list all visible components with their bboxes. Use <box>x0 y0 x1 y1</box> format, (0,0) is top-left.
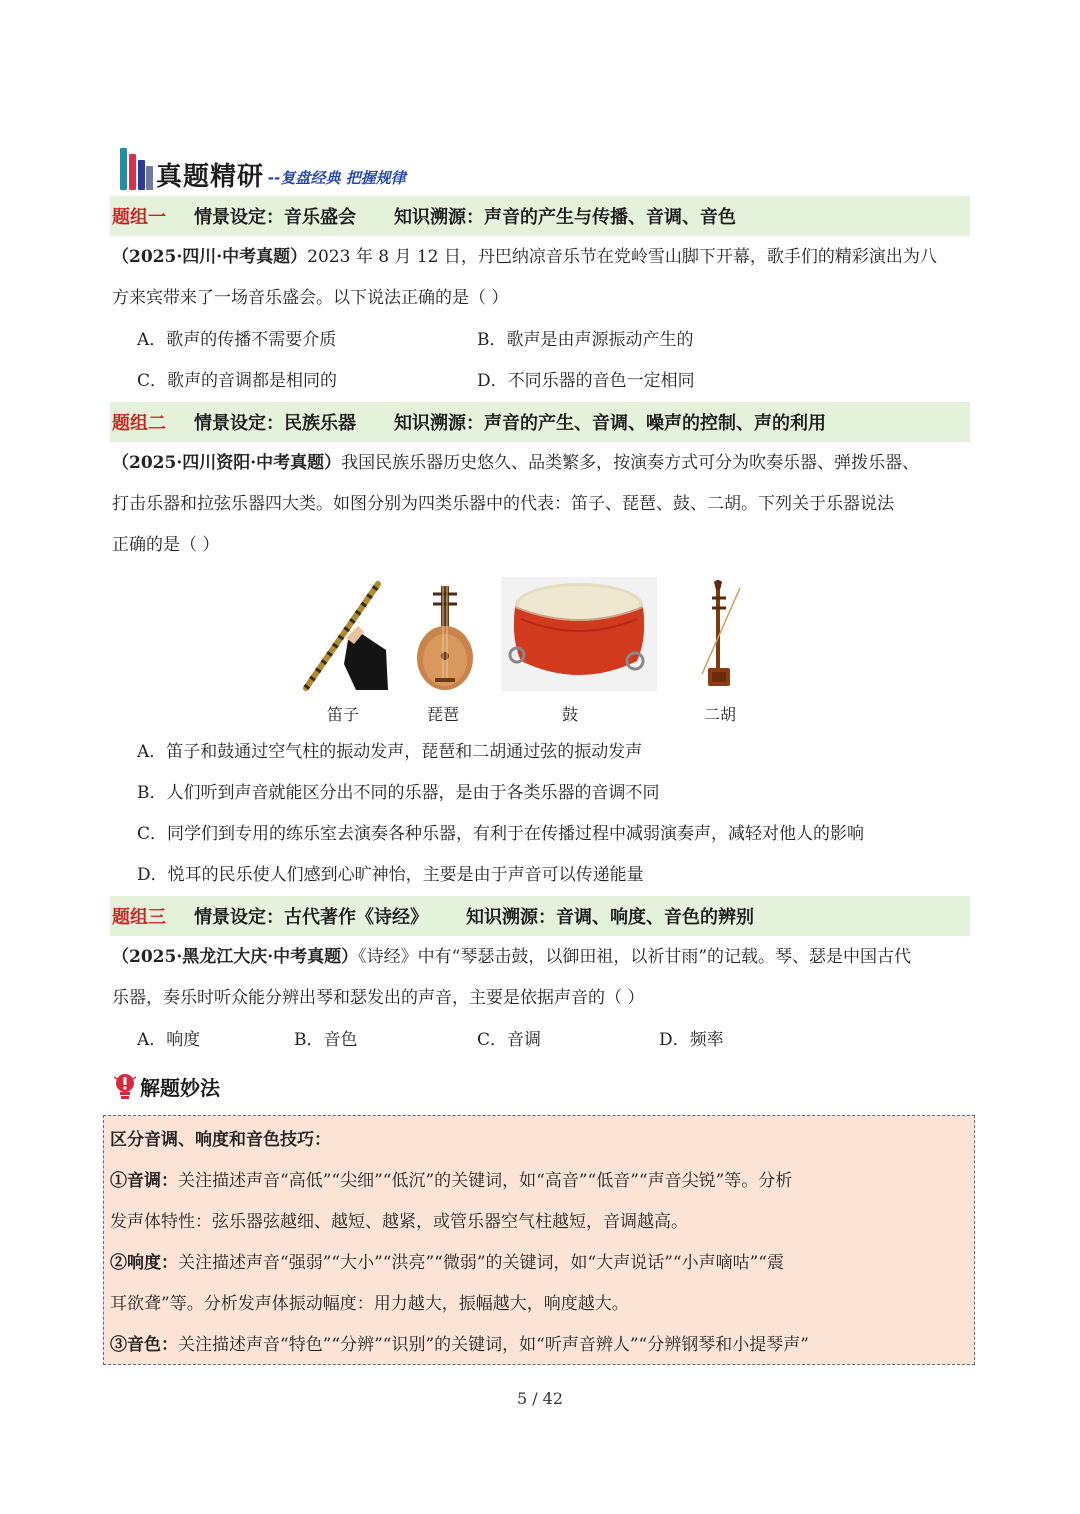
group3-stem-line2: 乐器，奏乐时听众能分辨出琴和瑟发出的声音，主要是依据声音的（ ） <box>112 988 645 1008</box>
group1-option-b: B．歌声是由声源振动产生的 <box>477 330 694 350</box>
tips-title-text: 解题妙法 <box>140 1076 220 1100</box>
group2-option-b: B．人们听到声音就能区分出不同的乐器，是由于各类乐器的音调不同 <box>137 783 660 803</box>
group1-option-d: D．不同乐器的音色一定相同 <box>477 371 695 391</box>
group1-stem-line1: 2023 年 8 月 12 日，丹巴纳凉音乐节在党岭雪山脚下开幕，歌手们的精彩演出为八 <box>307 247 937 267</box>
erhu-label: 二胡 <box>704 705 737 724</box>
group3-option-d: D．频率 <box>659 1030 724 1050</box>
group3-option-c: C．音调 <box>477 1030 542 1050</box>
group2-scene: 情景设定：民族乐器 <box>194 413 356 434</box>
group1-source: （2025·四川·中考真题） <box>112 247 308 267</box>
group1-option-c: C．歌声的音调都是相同的 <box>137 371 338 391</box>
group2-band <box>110 402 970 442</box>
group2-stem-line1: 我国民族乐器历史悠久、品类繁多，按演奏方式可分为吹奏乐器、弹拨乐器、 <box>341 453 920 473</box>
erhu-image <box>690 578 750 692</box>
tips-timbre-label: ③音色： <box>110 1335 178 1355</box>
group2-option-a: A．笛子和鼓通过空气柱的振动发声，琵琶和二胡通过弦的振动发声 <box>137 742 643 762</box>
tips-pitch-label: ①音调： <box>110 1171 178 1191</box>
group3-scene: 情景设定：古代著作《诗经》 <box>194 907 428 928</box>
tips-pitch-line1: ①音调：关注描述声音“高低”“尖细”“低沉”的关键词，如“高音”“低音”“声音尖锐”等。分析 <box>110 1171 793 1191</box>
group3-stem <box>112 937 972 1019</box>
dizi-label: 笛子 <box>327 705 360 724</box>
section-subtitle: --复盘经典 把握规律 <box>268 169 406 187</box>
drum-image <box>501 577 657 691</box>
dizi-flute-image <box>300 578 390 693</box>
group2-stem-line3: 正确的是（ ） <box>112 535 220 555</box>
pipa-label: 琵琶 <box>427 705 460 724</box>
group2-knowledge: 知识溯源：声音的产生、音调、噪声的控制、声的利用 <box>394 413 826 434</box>
section-title: 真题精研 <box>156 162 265 192</box>
tips-loudness-label: ②响度： <box>110 1253 178 1273</box>
group3-label: 题组三 <box>112 907 166 928</box>
group2-stem <box>112 443 972 566</box>
group2-stem-line2: 打击乐器和拉弦乐器四大类。如图分别为四类乐器中的代表：笛子、琵琶、鼓、二胡。下列关于乐器说法 <box>112 494 894 514</box>
group2-option-c: C．同学们到专用的练乐室去演奏各种乐器，有利于在传播过程中减弱演奏声，减轻对他人的影响 <box>137 824 865 844</box>
books-icon <box>120 146 154 190</box>
group3-option-a: A．响度 <box>137 1030 201 1050</box>
lightbulb-icon <box>114 1073 136 1101</box>
group3-band <box>110 896 970 936</box>
group3-source: （2025·黑龙江大庆·中考真题） <box>112 947 359 967</box>
group2-source: （2025·四川资阳·中考真题） <box>112 453 342 473</box>
tips-box <box>103 1115 975 1365</box>
drum-label: 鼓 <box>562 705 579 724</box>
group3-option-b: B．音色 <box>294 1030 358 1050</box>
tips-loudness-line1: ②响度：关注描述声音“强弱”“大小”“洪亮”“微弱”的关键词，如“大声说话”“小声嘀咕”“震 <box>110 1253 784 1273</box>
group1-stem-line2: 方来宾带来了一场音乐盛会。以下说法正确的是（ ） <box>112 288 509 308</box>
group3-knowledge: 知识溯源：音调、响度、音色的辨别 <box>466 907 754 928</box>
page-number: 5 / 42 <box>516 1389 564 1408</box>
section-header <box>120 140 406 190</box>
group2-option-d: D．悦耳的民乐使人们感到心旷神怡，主要是由于声音可以传递能量 <box>137 865 644 885</box>
tips-heading: 区分音调、响度和音色技巧： <box>110 1130 331 1150</box>
tips-title <box>114 1072 220 1101</box>
group1-label: 题组一 <box>112 207 166 228</box>
group1-scene: 情景设定：音乐盛会 <box>194 207 356 228</box>
pipa-image <box>405 578 485 692</box>
group1-option-a: A．歌声的传播不需要介质 <box>137 330 337 350</box>
group1-stem <box>112 237 972 319</box>
tips-timbre-line1: ③音色：关注描述声音“特色”“分辨”“识别”的关键词，如“听声音辨人”“分辨钢琴和小提琴声” <box>110 1335 809 1355</box>
group3-stem-line1: 《诗经》中有“琴瑟击鼓，以御田祖，以祈甘雨”的记载。琴、瑟是中国古代 <box>358 947 912 967</box>
tips-pitch-line2: 发声体特性：弦乐器弦越细、越短、越紧，或管乐器空气柱越短，音调越高。 <box>110 1212 688 1232</box>
tips-loudness-line2: 耳欲聋”等。分析发声体振动幅度：用力越大，振幅越大，响度越大。 <box>110 1294 629 1314</box>
group1-knowledge: 知识溯源：声音的产生与传播、音调、音色 <box>394 207 736 228</box>
group1-band <box>110 196 970 236</box>
group2-label: 题组二 <box>112 413 166 434</box>
